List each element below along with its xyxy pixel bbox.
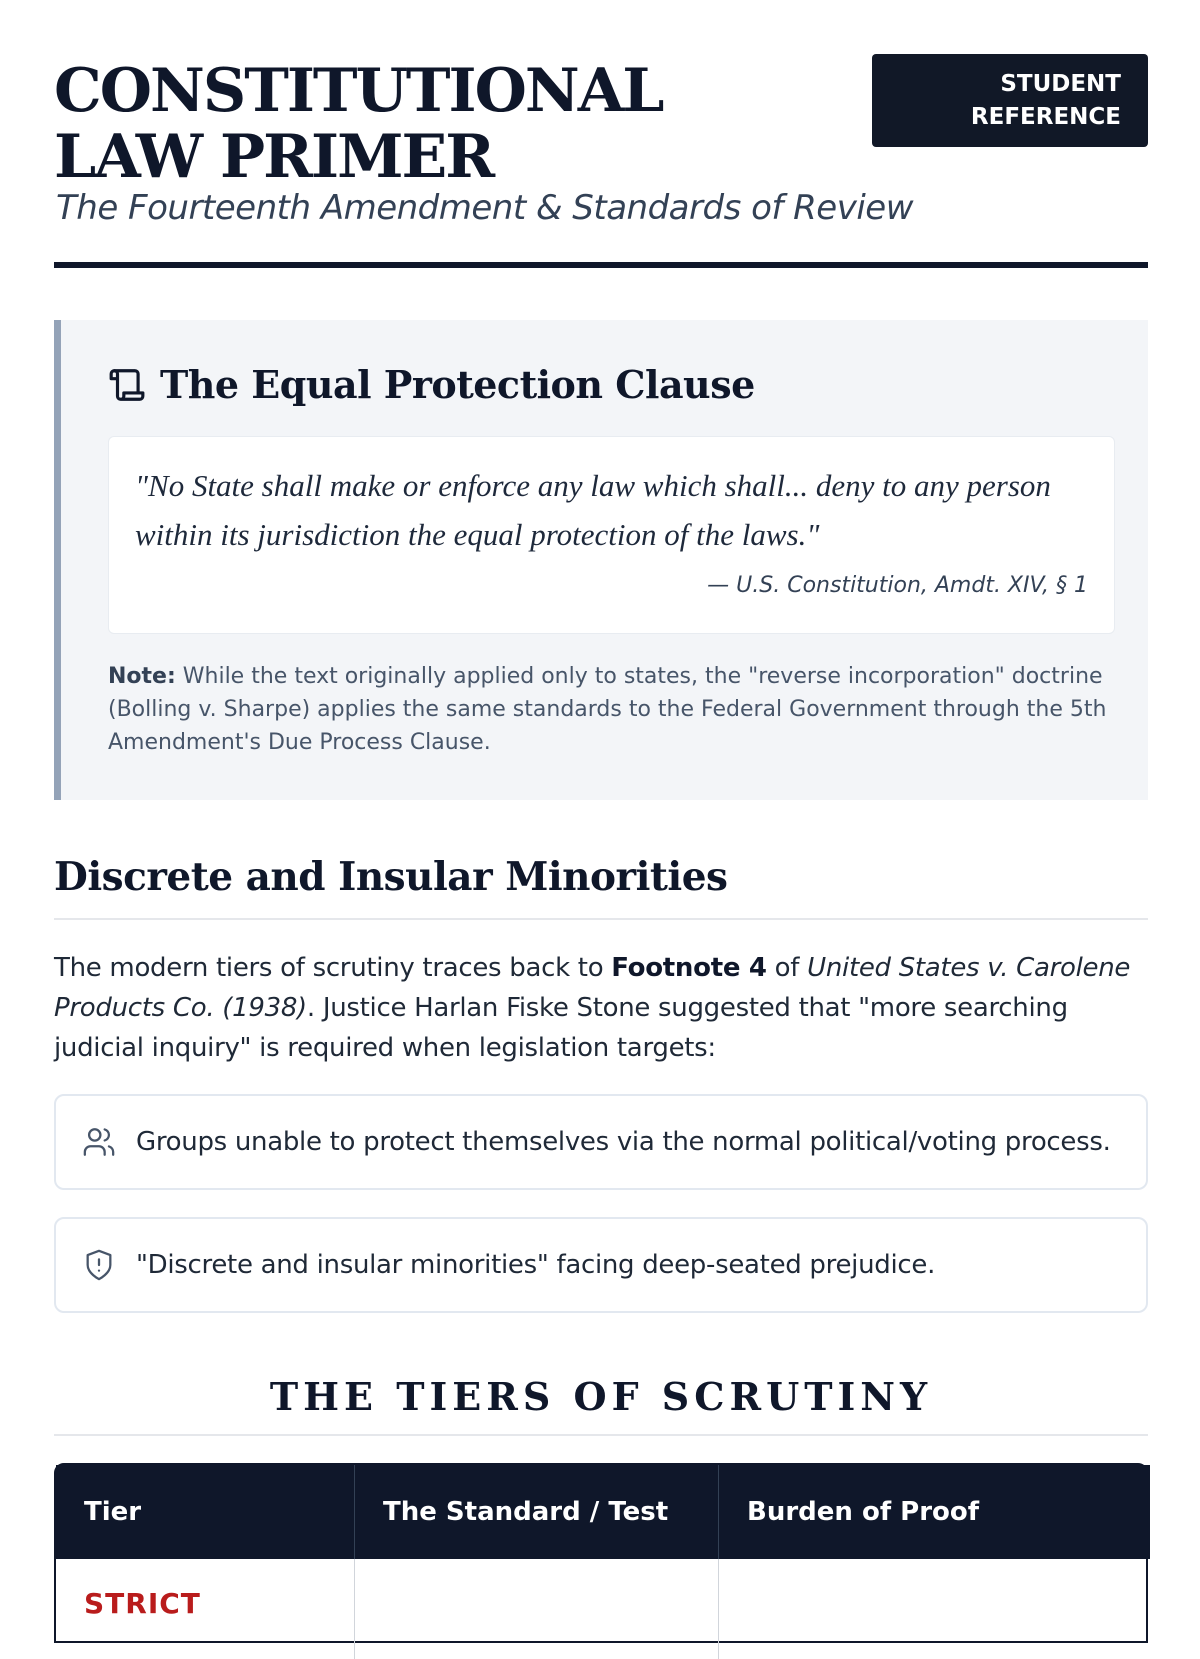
scrutiny-table (54, 1463, 1148, 1643)
incorporation-note (108, 660, 1108, 759)
para-mid: of (766, 953, 808, 983)
constitution-quote: "No State shall make or enforce any law which shall... deny to any person within its jurisdiction the equal protection of the laws." (135, 468, 1051, 552)
section-divider (54, 918, 1148, 920)
list-item-text: Groups unable to protect themselves via the normal political/voting process. (136, 1127, 1111, 1157)
column-divider (718, 1559, 719, 1659)
page-header (54, 50, 1148, 268)
column-header-burden: Burden of Proof (718, 1465, 1150, 1559)
users-icon (82, 1125, 116, 1159)
page-subtitle: The Fourteenth Amendment & Standards of Review (56, 188, 914, 228)
list-item (54, 1094, 1148, 1190)
note-label: Note: (108, 664, 176, 689)
tier-name-strict: STRICT (84, 1587, 201, 1620)
equal-protection-panel (54, 320, 1148, 800)
student-reference-badge: STUDENT REFERENCE (872, 54, 1148, 147)
quote-citation: — U.S. Constitution, Amdt. XIV, § 1 (707, 573, 1088, 598)
equal-protection-title: The Equal Protection Clause (160, 362, 755, 407)
equal-protection-heading (108, 362, 755, 407)
tiers-section-title: THE TIERS OF SCRUTINY (269, 1374, 933, 1419)
table-header (56, 1465, 1150, 1559)
footnote-four-paragraph (54, 948, 1148, 1068)
constitution-quote-card (108, 436, 1115, 634)
para-footnote: Footnote 4 (611, 953, 767, 983)
page (54, 0, 1148, 1620)
para-end: . Justice Harlan Fiske Stone suggested that "more searching judicial inquiry" is required when legislation targets: (54, 993, 1068, 1063)
column-divider (354, 1559, 355, 1659)
column-header-tier: Tier (84, 1497, 142, 1527)
shield-alert-icon (82, 1248, 116, 1282)
section-divider (54, 1434, 1148, 1436)
para-case-name: United States v. Carolene Products Co. (1938) (54, 953, 1131, 1023)
list-item (54, 1217, 1148, 1313)
page-title: CONSTITUTIONAL LAW PRIMER (54, 56, 663, 192)
column-header-standard: The Standard / Test (354, 1465, 718, 1559)
minorities-section-title: Discrete and Insular Minorities (54, 854, 728, 900)
note-text: While the text originally applied only to states, the "reverse incorporation" doctrine (Bolling v. Sharpe) applies the same standards to the Federal Government through the 5th Amendment's Due Process Clause. (108, 664, 1107, 755)
para-lead: The modern tiers of scrutiny traces back to (54, 953, 612, 983)
list-item-text: "Discrete and insular minorities" facing deep-seated prejudice. (136, 1250, 936, 1280)
scroll-icon (108, 366, 146, 404)
